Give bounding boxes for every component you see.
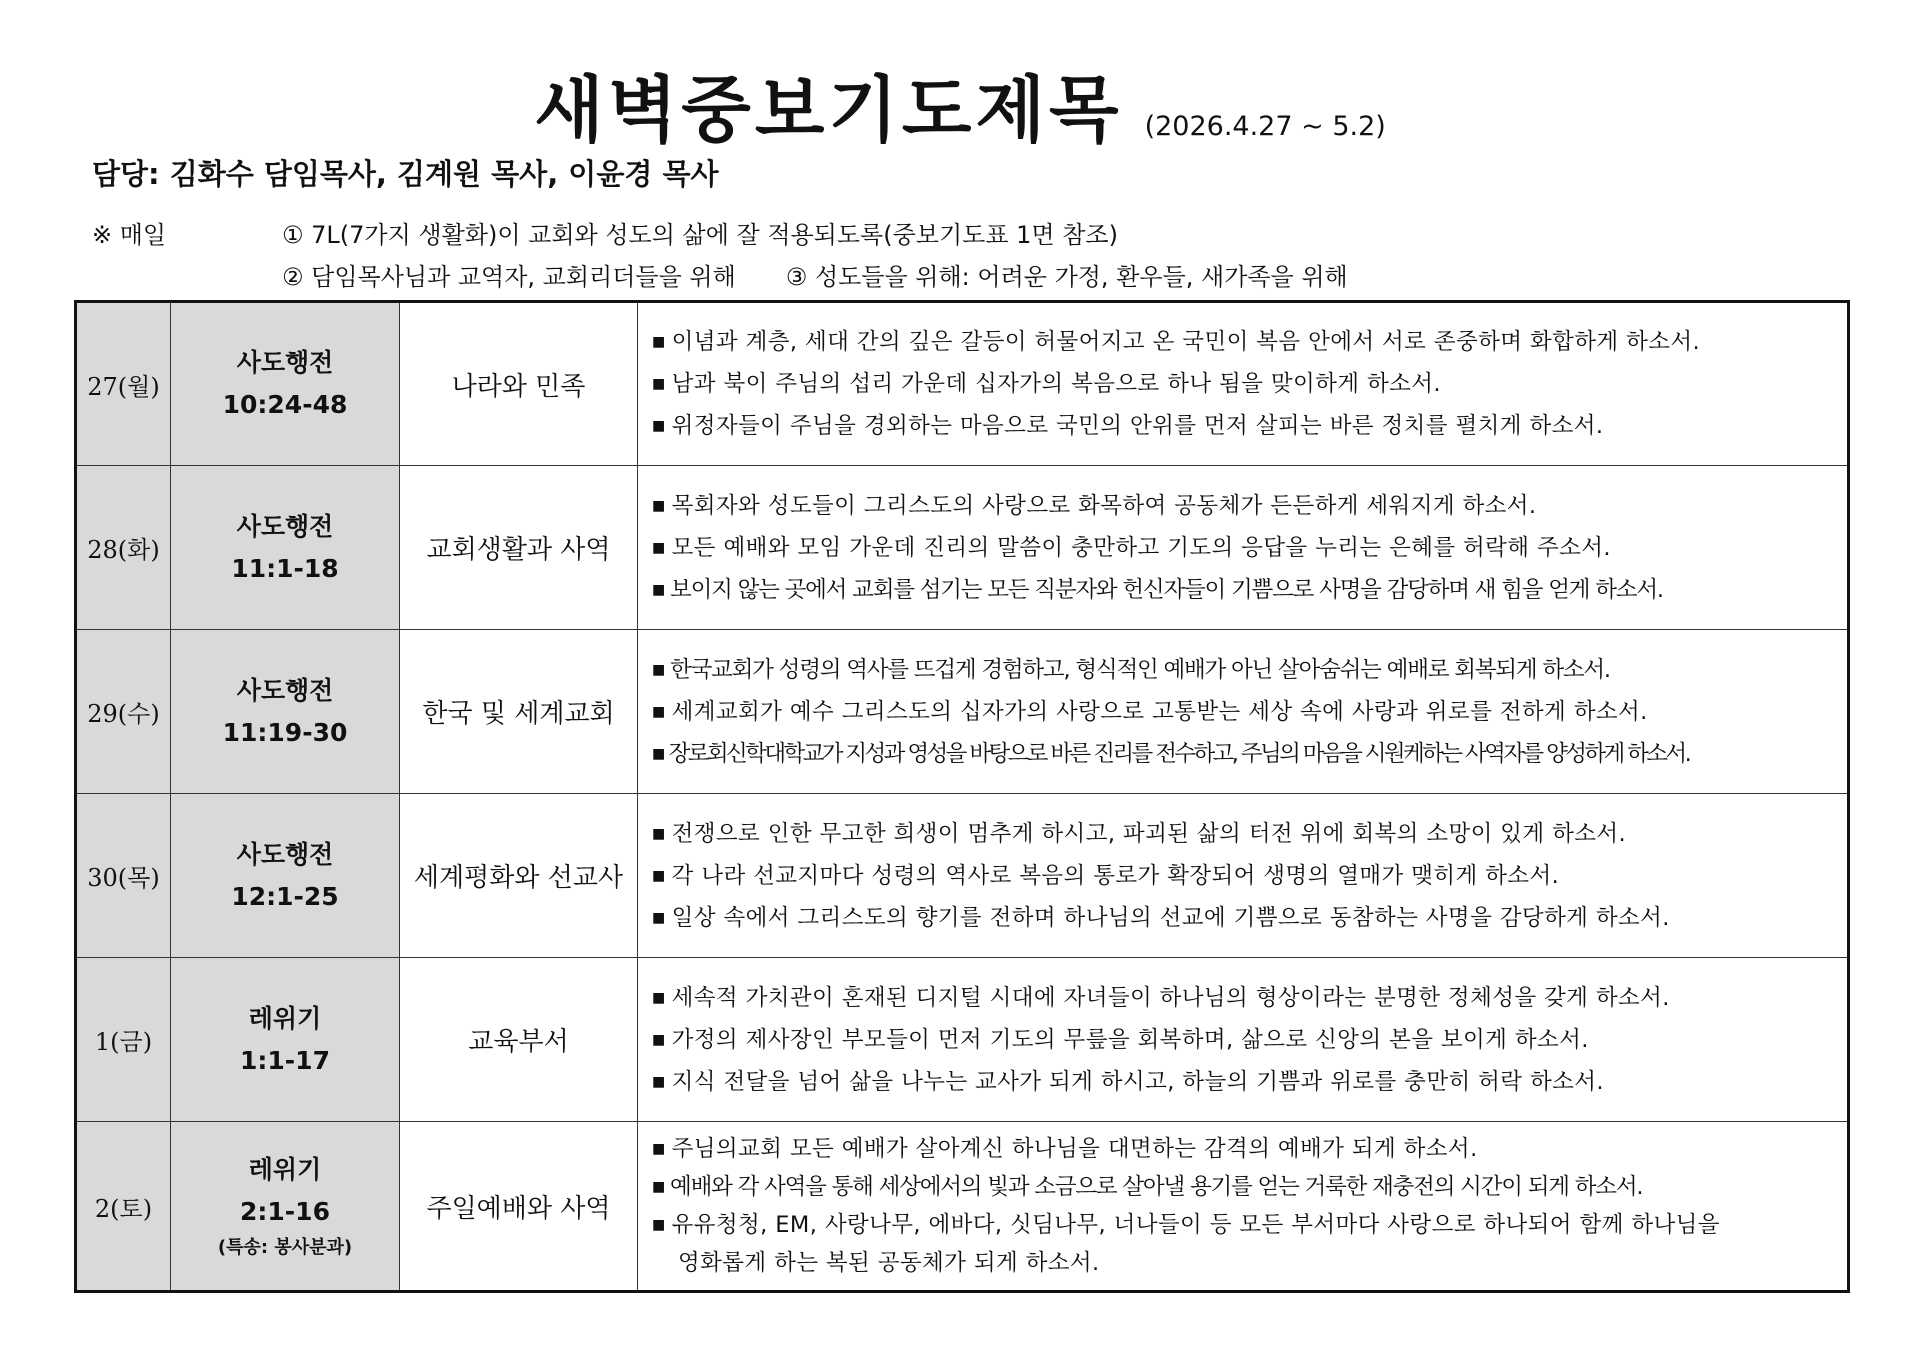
bullet-icon: ■ xyxy=(652,1179,665,1195)
prayer-items-cell xyxy=(638,794,1849,958)
page-title: 새벽중보기도제목 xyxy=(534,68,1123,152)
special-song-note: (특송: 봉사분과) xyxy=(217,1237,353,1258)
topic-cell: 교회생활과 사역 xyxy=(400,466,638,630)
header xyxy=(0,52,1920,156)
prayer-items-cell xyxy=(638,1122,1849,1292)
prayer-items-cell xyxy=(638,630,1849,794)
scripture-ref: 10:24-48 xyxy=(222,390,348,419)
date-range: (2026.4.27 ~ 5.2) xyxy=(1144,111,1386,142)
table-row xyxy=(76,466,1849,630)
prayer-item: ■ 유유청청, EM, 사랑나무, 에바다, 싯딤나무, 너나들이 등 모든 부서마다 사랑으로 하나되어 함께 하나님을 xyxy=(652,1212,1720,1238)
bullet-icon: ■ xyxy=(652,989,666,1006)
day-cell: 29(수) xyxy=(76,630,171,794)
bullet-icon: ■ xyxy=(652,581,665,598)
prayer-item: ■ 남과 북이 주님의 섭리 가운데 십자가의 복음으로 하나 됨을 맞이하게 하소서. xyxy=(652,371,1441,397)
bullet-icon: ■ xyxy=(652,909,666,926)
prayer-item: ■ 위정자들이 주님을 경외하는 마음으로 국민의 안위를 먼저 살피는 바른 정치를 펼치게 하소서. xyxy=(652,413,1604,439)
prayer-item: ■ 보이지 않는 곳에서 교회를 섬기는 모든 직분자와 헌신자들이 기쁨으로 사명을 감당하며 새 힘을 얻게 하소서. xyxy=(652,576,1663,603)
prayer-item: ■ 모든 예배와 모임 가운데 진리의 말씀이 충만하고 기도의 응답을 누리는 은혜를 허락해 주소서. xyxy=(652,534,1611,561)
bullet-icon: ■ xyxy=(652,1073,666,1090)
scripture-ref: 2:1-16 xyxy=(240,1197,330,1226)
table-row xyxy=(76,794,1849,958)
prayer-item: ■ 전쟁으로 인한 무고한 희생이 멈추게 하시고, 파괴된 삶의 터전 위에 회복의 소망이 있게 하소서. xyxy=(652,820,1627,847)
topic-cell: 교육부서 xyxy=(400,958,638,1122)
prayer-item: ■ 일상 속에서 그리스도의 향기를 전하며 하나님의 선교에 기쁨으로 동참하는 사명을 감당하게 하소서. xyxy=(652,904,1670,931)
daily-note-row-2 xyxy=(92,256,1348,298)
bullet-icon: ■ xyxy=(652,825,666,842)
scripture-ref: 11:19-30 xyxy=(222,717,348,747)
bullet-icon: ■ xyxy=(652,334,666,350)
prayer-item-continuation: 영화롭게 하는 복된 공동체가 되게 하소서. xyxy=(678,1250,1100,1276)
scripture-ref: 12:1-25 xyxy=(231,881,339,911)
daily-note-item-2: ② 담임목사님과 교역자, 교회리더들을 위해 xyxy=(282,263,736,291)
table-row xyxy=(76,630,1849,794)
day-cell: 28(화) xyxy=(76,466,171,630)
scripture-cell xyxy=(171,302,400,466)
day-cell: 2(토) xyxy=(76,1122,171,1292)
topic-cell: 나라와 민족 xyxy=(400,302,638,466)
scripture-book: 사도행전 xyxy=(236,675,334,705)
daily-note-label: ※ 매일 xyxy=(92,221,167,249)
scripture-cell xyxy=(171,1122,400,1292)
prayer-item: ■ 한국교회가 성령의 역사를 뜨겁게 경험하고, 형식적인 예배가 아닌 살아숨쉬는 예배로 회복되게 하소서. xyxy=(652,656,1610,683)
bullet-icon: ■ xyxy=(652,1217,666,1233)
prayer-item: ■ 세계교회가 예수 그리스도의 십자가의 사랑으로 고통받는 세상 속에 사랑과 위로를 전하게 하소서. xyxy=(652,698,1648,725)
topic-cell: 세계평화와 선교사 xyxy=(400,794,638,958)
day-cell: 27(월) xyxy=(76,302,171,466)
bullet-icon: ■ xyxy=(652,1141,666,1157)
scripture-cell xyxy=(171,466,400,630)
bullet-icon: ■ xyxy=(652,661,665,678)
topic-cell: 한국 및 세계교회 xyxy=(400,630,638,794)
scripture-cell xyxy=(171,630,400,794)
bullet-icon: ■ xyxy=(652,703,666,720)
manager-line: 담당: 김화수 담임목사, 김계원 목사, 이윤경 목사 xyxy=(92,157,719,191)
prayer-item: ■ 가정의 제사장인 부모들이 먼저 기도의 무릎을 회복하며, 삶으로 신앙의 본을 보이게 하소서. xyxy=(652,1026,1589,1053)
bullet-icon: ■ xyxy=(652,1031,666,1048)
topic-cell: 주일예배와 사역 xyxy=(400,1122,638,1292)
table-row xyxy=(76,302,1849,466)
prayer-item: ■ 세속적 가치관이 혼재된 디지털 시대에 자녀들이 하나님의 형상이라는 분명한 정체성을 갖게 하소서. xyxy=(652,984,1670,1011)
table-row xyxy=(76,958,1849,1122)
daily-note-item-3: ③ 성도들을 위해: 어려운 가정, 환우들, 새가족을 위해 xyxy=(785,263,1348,291)
prayer-item: ■ 주님의교회 모든 예배가 살아계신 하나님을 대면하는 감격의 예배가 되게 하소서. xyxy=(652,1136,1478,1162)
bullet-icon: ■ xyxy=(652,418,666,434)
day-cell: 30(목) xyxy=(76,794,171,958)
daily-note xyxy=(92,214,1348,298)
daily-note-item-1: ① 7L(7가지 생활화)이 교회와 성도의 삶에 잘 적용되도록(중보기도표 1면 참조) xyxy=(282,221,1118,249)
scripture-ref: 11:1-18 xyxy=(231,553,339,583)
scripture-cell xyxy=(171,794,400,958)
prayer-items-cell xyxy=(638,466,1849,630)
bullet-icon: ■ xyxy=(652,867,666,884)
prayer-item: ■ 지식 전달을 넘어 삶을 나누는 교사가 되게 하시고, 하늘의 기쁨과 위로를 충만히 허락 하소서. xyxy=(652,1068,1604,1095)
scripture-book: 레위기 xyxy=(248,1003,322,1033)
bullet-icon: ■ xyxy=(652,745,663,762)
day-cell: 1(금) xyxy=(76,958,171,1122)
prayer-items-cell xyxy=(638,302,1849,466)
scripture-book: 사도행전 xyxy=(236,511,334,541)
table-row xyxy=(76,1122,1849,1292)
prayer-schedule-table xyxy=(74,300,1850,1293)
bullet-icon: ■ xyxy=(652,376,666,392)
prayer-item: ■ 예배와 각 사역을 통해 세상에서의 빛과 소금으로 살아낼 용기를 얻는 거룩한 재충전의 시간이 되게 하소서. xyxy=(652,1174,1643,1200)
prayer-item: ■ 이념과 계층, 세대 간의 깊은 갈등이 허물어지고 온 국민이 복음 안에서 서로 존중하며 화합하게 하소서. xyxy=(652,329,1701,355)
scripture-ref: 1:1-17 xyxy=(240,1045,330,1075)
scripture-book: 사도행전 xyxy=(236,839,334,869)
prayer-items-cell xyxy=(638,958,1849,1122)
scripture-book: 레위기 xyxy=(248,1155,322,1184)
daily-note-row-1 xyxy=(92,214,1348,256)
bullet-icon: ■ xyxy=(652,497,666,514)
scripture-book: 사도행전 xyxy=(236,348,334,377)
prayer-item: ■ 장로회신학대학교가 지성과 영성을 바탕으로 바른 진리를 전수하고, 주님의 마음을 시원케하는 사역자를 양성하게 하소서. xyxy=(652,740,1690,767)
prayer-item: ■ 각 나라 선교지마다 성령의 역사로 복음의 통로가 확장되어 생명의 열매가 맺히게 하소서. xyxy=(652,862,1560,889)
scripture-cell xyxy=(171,958,400,1122)
prayer-item: ■ 목회자와 성도들이 그리스도의 사랑으로 화목하여 공동체가 든든하게 세워지게 하소서. xyxy=(652,492,1537,519)
bullet-icon: ■ xyxy=(652,539,666,556)
